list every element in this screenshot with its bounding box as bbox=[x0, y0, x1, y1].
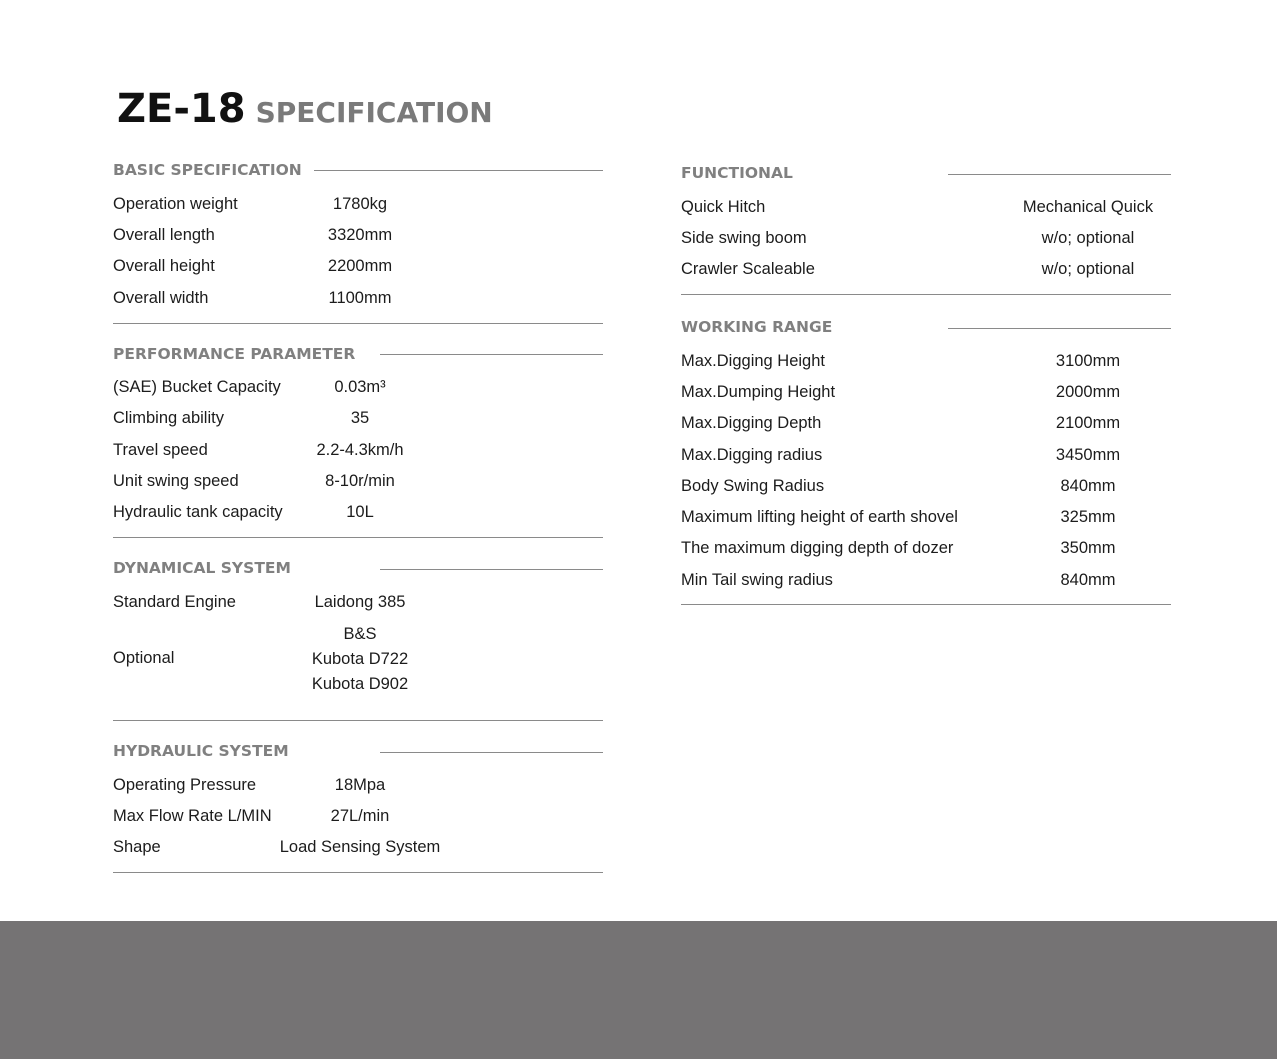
spec-label: Hydraulic tank capacity bbox=[113, 503, 283, 521]
optional-engine: B&S bbox=[343, 625, 377, 643]
spec-label: Body Swing Radius bbox=[681, 477, 825, 495]
spec-label: Unit swing speed bbox=[113, 472, 239, 490]
section-heading-functional: FUNCTIONAL bbox=[681, 164, 793, 182]
spec-value: 840mm bbox=[1060, 571, 1116, 589]
spec-row bbox=[113, 776, 603, 796]
spec-value: 1780kg bbox=[332, 195, 388, 213]
spec-row bbox=[113, 226, 603, 246]
spec-label: Side swing boom bbox=[681, 229, 807, 247]
section-heading-working: WORKING RANGE bbox=[681, 318, 833, 336]
spec-label: Min Tail swing radius bbox=[681, 571, 833, 589]
spec-row bbox=[113, 838, 603, 858]
spec-value: 27L/min bbox=[330, 807, 390, 825]
optional-engines-list bbox=[200, 624, 520, 699]
spec-label: Climbing ability bbox=[113, 409, 224, 427]
spec-label: Overall height bbox=[113, 257, 215, 275]
spec-value: 2.2-4.3km/h bbox=[316, 441, 404, 459]
spec-row bbox=[113, 195, 603, 215]
optional-engine: Kubota D722 bbox=[311, 650, 409, 668]
spec-value: 2200mm bbox=[327, 257, 393, 275]
spec-value: 35 bbox=[350, 409, 370, 427]
spec-value: 2100mm bbox=[1055, 414, 1121, 432]
spec-row bbox=[681, 477, 1171, 497]
spec-value: 840mm bbox=[1060, 477, 1116, 495]
spec-value: 350mm bbox=[1060, 539, 1116, 557]
spec-value: 18Mpa bbox=[334, 776, 386, 794]
spec-value: 8-10r/min bbox=[325, 472, 395, 490]
spec-label: Shape bbox=[113, 838, 161, 856]
heading-rule bbox=[314, 170, 603, 171]
spec-label: Quick Hitch bbox=[681, 198, 766, 216]
spec-value: 0.03m³ bbox=[334, 378, 386, 396]
model-name: ZE-18 bbox=[117, 86, 246, 132]
spec-label: Crawler Scaleable bbox=[681, 260, 815, 278]
spec-label: Max.Dumping Height bbox=[681, 383, 836, 401]
spec-row bbox=[113, 472, 603, 492]
heading-rule bbox=[380, 354, 603, 355]
spec-value: 3100mm bbox=[1055, 352, 1121, 370]
spec-row bbox=[113, 807, 603, 827]
spec-value: 1100mm bbox=[328, 289, 392, 307]
spec-row bbox=[681, 198, 1171, 218]
spec-row bbox=[681, 260, 1171, 280]
spec-value: 325mm bbox=[1060, 508, 1116, 526]
heading-rule bbox=[948, 328, 1171, 329]
spec-row bbox=[681, 414, 1171, 434]
spec-label: Max.Digging Depth bbox=[681, 414, 822, 432]
spec-row bbox=[113, 593, 603, 613]
spec-label: Max Flow Rate L/MIN bbox=[113, 807, 272, 825]
spec-value: 3320mm bbox=[327, 226, 393, 244]
spec-row bbox=[113, 378, 603, 398]
spec-value: 10L bbox=[346, 503, 374, 521]
spec-label: The maximum digging depth of dozer bbox=[681, 539, 954, 557]
spec-label: Overall width bbox=[113, 289, 209, 307]
footer-band bbox=[0, 921, 1277, 1059]
section-heading-performance: PERFORMANCE PARAMETER bbox=[113, 345, 356, 363]
spec-value: 3450mm bbox=[1055, 446, 1121, 464]
spec-label: Operating Pressure bbox=[113, 776, 257, 794]
spec-label: Optional bbox=[113, 649, 175, 667]
spec-label: (SAE) Bucket Capacity bbox=[113, 378, 281, 396]
spec-row bbox=[113, 409, 603, 429]
spec-row bbox=[113, 503, 603, 523]
spec-value: Load Sensing System bbox=[279, 838, 441, 856]
section-divider bbox=[113, 872, 603, 873]
section-heading-hydraulic: HYDRAULIC SYSTEM bbox=[113, 742, 289, 760]
spec-row bbox=[681, 571, 1171, 591]
page-title bbox=[117, 86, 493, 132]
section-divider bbox=[113, 323, 603, 324]
spec-value: w/o; optional bbox=[1041, 229, 1135, 247]
spec-value: 2000mm bbox=[1055, 383, 1121, 401]
heading-rule bbox=[380, 569, 603, 570]
spec-label: Maximum lifting height of earth shovel bbox=[681, 508, 958, 526]
spec-row bbox=[113, 289, 603, 309]
section-divider bbox=[681, 294, 1171, 295]
spec-label: Max.Digging Height bbox=[681, 352, 825, 370]
spec-row bbox=[681, 352, 1171, 372]
heading-rule bbox=[380, 752, 603, 753]
spec-row bbox=[681, 508, 1171, 528]
spec-value: Laidong 385 bbox=[314, 593, 406, 611]
spec-row bbox=[681, 383, 1171, 403]
title-word: SPECIFICATION bbox=[255, 96, 493, 129]
spec-row bbox=[113, 441, 603, 461]
spec-value: w/o; optional bbox=[1041, 260, 1135, 278]
section-heading-basic: BASIC SPECIFICATION bbox=[113, 161, 302, 179]
spec-label: Max.Digging radius bbox=[681, 446, 823, 464]
spec-label: Overall length bbox=[113, 226, 215, 244]
spec-label: Standard Engine bbox=[113, 593, 236, 611]
spec-row bbox=[681, 539, 1171, 559]
spec-label: Operation weight bbox=[113, 195, 238, 213]
spec-row bbox=[681, 446, 1171, 466]
spec-value: Mechanical Quick bbox=[1022, 198, 1154, 216]
spec-row bbox=[113, 257, 603, 277]
section-divider bbox=[113, 720, 603, 721]
optional-engine: Kubota D902 bbox=[311, 675, 409, 693]
spec-row bbox=[681, 229, 1171, 249]
section-divider bbox=[113, 537, 603, 538]
spec-label: Travel speed bbox=[113, 441, 208, 459]
heading-rule bbox=[948, 174, 1171, 175]
section-heading-dynamical: DYNAMICAL SYSTEM bbox=[113, 559, 291, 577]
section-divider bbox=[681, 604, 1171, 605]
